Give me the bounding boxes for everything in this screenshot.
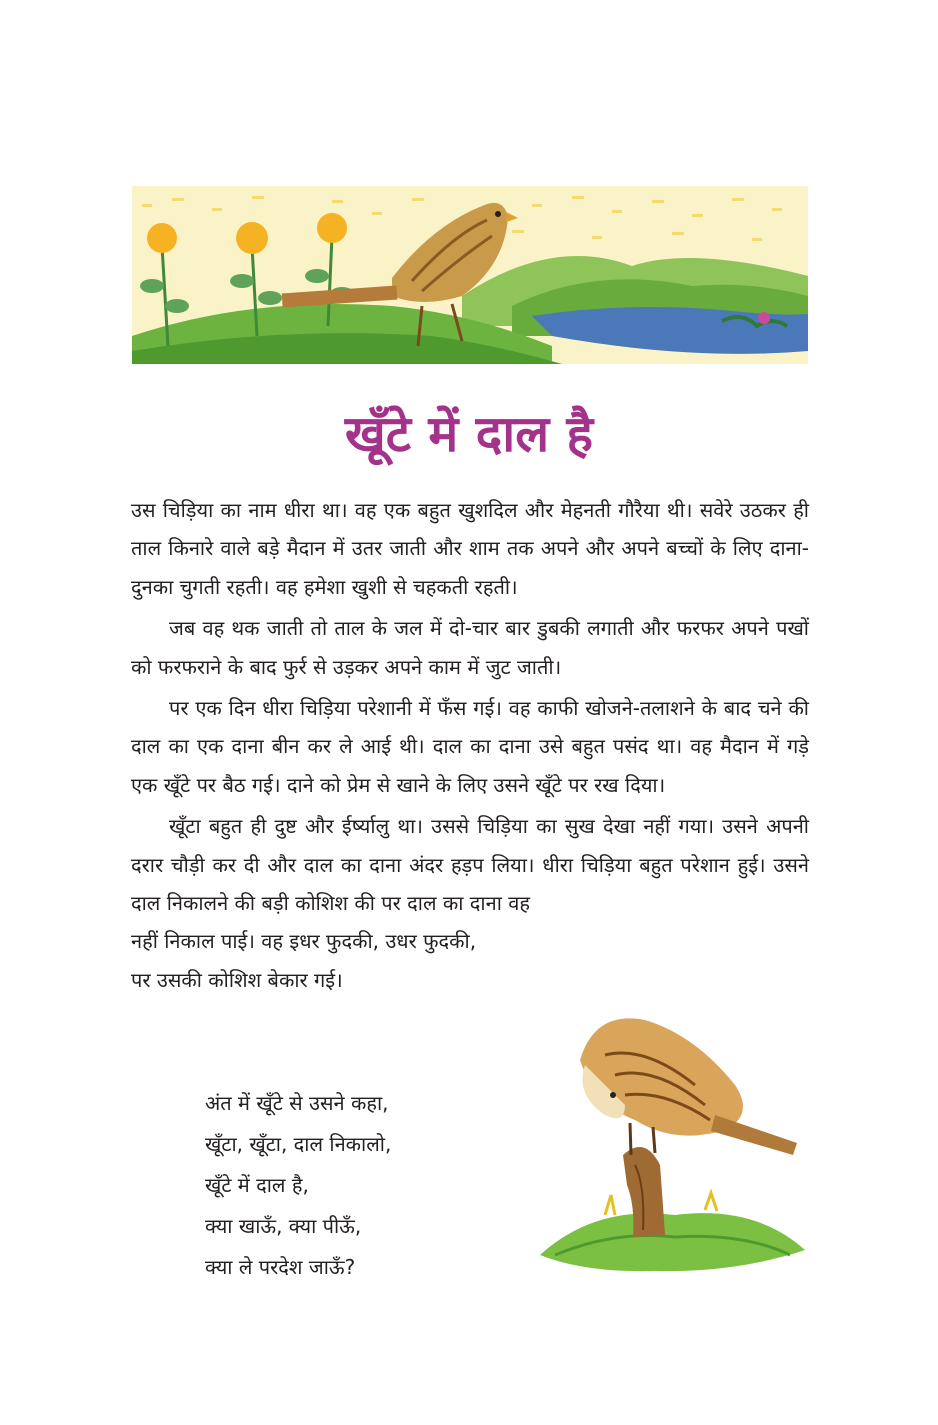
paragraph-continuation: नहीं निकाल पाई। वह इधर फुदकी, उधर फुदकी, (131, 929, 477, 954)
paragraph: खूँटा बहुत ही दुष्ट और ईर्ष्यालु था। उससे चिड़िया का सुख देखा नहीं गया। उसने अपनी दरार चौड़ी कर दी और दाल का दाना अंदर हड़प लिया। धीरा चिड़िया बहुत परेशान हुई। उसने दाल निकालने की बड़ी कोशिश की पर दाल का दाना वह (131, 814, 809, 916)
poem-line: खूँटा, खूँटा, दाल निकालो, (205, 1132, 392, 1156)
page-title: खूँटे में दाल है (344, 405, 594, 463)
banner-illustration (132, 186, 808, 364)
story-body (131, 491, 809, 999)
paragraph-continuation: पर उसकी कोशिश बेकार गई। (131, 967, 343, 992)
poem-line: अंत में खूँटे से उसने कहा, (205, 1091, 389, 1115)
poem-line: क्या खाऊँ, क्या पीऊँ, (205, 1214, 362, 1238)
poem (205, 1083, 391, 1288)
paragraph: पर एक दिन धीरा चिड़िया परेशानी में फँस गई। वह काफी खोजने-तलाशने के बाद चने की दाल का एक दाना बीन कर ले आई थी। दाल का दाना उसे बहुत पसंद था। वह मैदान में गड़े एक खूँटे पर बैठ गई। दाने को प्रेम से खाने के लिए उसने खूँटे पर रख दिया। (131, 696, 809, 797)
paragraph: जब वह थक जाती तो ताल के जल में दो-चार बार डुबकी लगाती और फरफर अपने पखों को फरफराने के बाद फुर्र से उड़कर अपने काम में जुट जाती। (131, 616, 809, 679)
poem-line: खूँटे में दाल है, (205, 1173, 309, 1197)
paragraph: उस चिड़िया का नाम धीरा था। वह एक बहुत खुशदिल और मेहनती गौरैया थी। सवेरे उठकर ही ताल किनारे वाले बड़े मैदान में उतर जाती और शाम तक अपने और अपने बच्चों के लिए दाना-दुनका चुगती रहती। वह हमेशा खुशी से चहकती रहती। (131, 498, 809, 599)
sparrow-on-peg-illustration (535, 1005, 810, 1280)
poem-line: क्या ले परदेश जाऊँ? (205, 1255, 356, 1279)
